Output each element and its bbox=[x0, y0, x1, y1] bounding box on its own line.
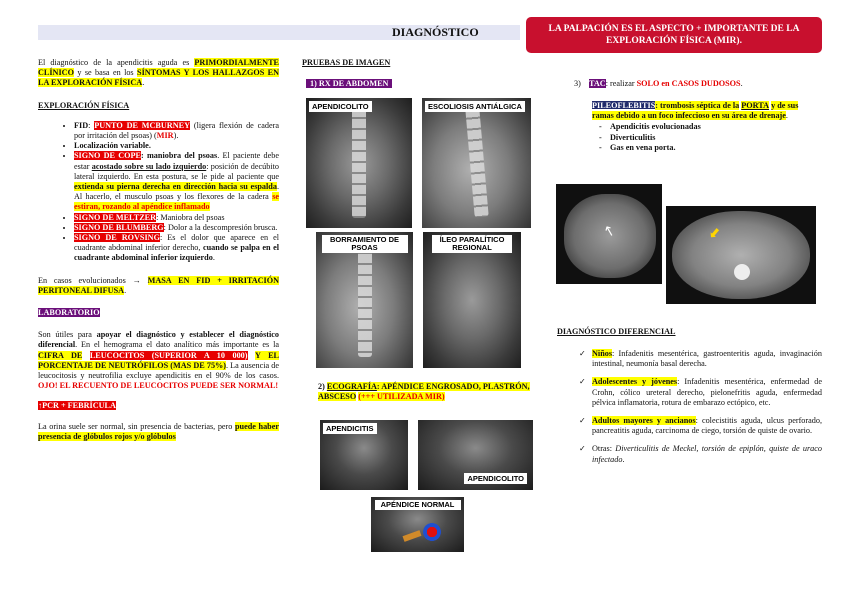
image-label: APENDICOLITO bbox=[464, 473, 527, 484]
intro-paragraph: El diagnóstico de la apendicitis aguda es PRIMORDIALMENTE CLÍNICO y se basa en los SÍNTOMAS Y LOS HALLAZGOS EN LA EXPLORACIÓN FÍSICA. bbox=[38, 58, 280, 88]
eco-red-text: (+++ UTILIZADA MIR) bbox=[358, 392, 445, 402]
lab-text-5: Y EL PORCENTAJE DE NEUTRÓFILOS (MAS DE 75%) bbox=[38, 350, 280, 370]
dd-otras-label: Otras: bbox=[592, 444, 613, 454]
cope-text-7: se estiran, rozando al apéndice inflamado bbox=[74, 192, 280, 212]
cope-text-4: : posición de decúbito lateral izquierdo. En esta postura, se le pide al paciente que bbox=[74, 161, 279, 181]
list-item bbox=[74, 223, 279, 233]
dd-list bbox=[592, 349, 822, 465]
dd-adult-text: : colecistitis aguda, ulcus perforado, pancreatitis aguda, carcinoma de ciego, torsión de quiste de ovario. bbox=[592, 416, 822, 436]
dd-adult-highlight: Adultos mayores y ancianos bbox=[592, 416, 696, 426]
image-label: ESCOLIOSIS ANTIÁLGICA bbox=[425, 101, 525, 112]
eco-paragraph bbox=[318, 382, 538, 402]
exploracion-list bbox=[38, 121, 279, 264]
dd-block bbox=[592, 349, 822, 471]
cope-highlight: SIGNO DE COPE bbox=[74, 151, 142, 161]
xray-image-psoas bbox=[316, 232, 413, 368]
pileo-porta: PORTA bbox=[741, 101, 770, 110]
lab-text-7: OJO! EL RECUENTO DE LEUCOCITOS PUEDE SER NORMAL! bbox=[38, 381, 279, 391]
us-image-apendicolito bbox=[418, 420, 533, 490]
pcr-highlight: ↑PCR + FEBRÍCULA bbox=[38, 401, 116, 411]
lab-leucocitos: LEUCOCITOS (SUPERIOR A 10 000) bbox=[89, 350, 248, 360]
lab-text-3: En el hemograma el dato analítico más importante es la bbox=[81, 340, 279, 350]
ct-image-2 bbox=[666, 206, 816, 304]
dd-title: DIAGNÓSTICO DIFERENCIAL bbox=[557, 327, 676, 336]
image-label: APENDICITIS bbox=[323, 423, 377, 434]
list-item: - Apendicitis evolucionadas bbox=[610, 122, 822, 132]
meltzer-highlight: SIGNO DE MELTZER bbox=[74, 212, 157, 222]
evol-text: En casos evolucionados → bbox=[38, 275, 141, 285]
lab-text-4: CIFRA DE bbox=[38, 350, 83, 360]
list-item: - Diverticulitis bbox=[610, 133, 822, 143]
list-item bbox=[74, 151, 279, 212]
dd-ninos-text: : Infadenitis mesentérica, gastroenteritis aguda, invaginación intestinal, neumonía basal derecha. bbox=[592, 349, 822, 369]
page-title: DIAGNÓSTICO bbox=[392, 25, 479, 39]
evol-highlight: MASA EN FID + IRRITACIÓN PERITONEAL DIFUSA bbox=[38, 275, 280, 295]
arrow-icon: ⬇ bbox=[704, 224, 724, 244]
list-item: • SIGNO DE ROVSING: Es el dolor que aparece en el cuadrante abdominal inferior derecho, cuando se palpa en el cuadrante abdominal inferior izquierdo. bbox=[74, 233, 279, 264]
dd-otras-text: Diverticulitis de Meckel, torsión de epiplón, quiste de uraco infectado bbox=[592, 444, 822, 464]
list-item: ✓ Otras: Diverticulitis de Meckel, torsión de epiplón, quiste de uraco infectado. bbox=[592, 444, 822, 464]
dd-adol-text: : Infadenitis mesentérica, enfermedad de Crohn, cólico ureteral derecho, pielonefritis aguda, enfermedad pélvica inflamatoria, rotura de embarazo ectópico, etc. bbox=[592, 377, 822, 407]
dd-ninos-highlight: Niños bbox=[592, 349, 613, 358]
rx-highlight: 1) RX DE ABDOMEN bbox=[306, 79, 392, 88]
rovsing-text-1: : Es el dolor que aparece en el cuadrante abdominal inferior derecho, bbox=[74, 233, 279, 253]
tac-highlight: TAC bbox=[589, 79, 606, 88]
list-item bbox=[592, 416, 822, 436]
orina-text-1: La orina suele ser normal, sin presencia de bacterias, pero bbox=[38, 421, 233, 431]
rovsing-highlight: SIGNO DE ROVSING bbox=[74, 233, 160, 243]
intro-text: El diagnóstico de la apendicitis aguda es bbox=[38, 58, 190, 67]
list-item bbox=[592, 349, 822, 369]
tac-text-1: : realizar bbox=[605, 79, 635, 88]
fid-mir: MIR bbox=[156, 131, 174, 141]
pileo-highlight: PILEOFLEBITIS bbox=[592, 101, 656, 110]
fid-label: FID bbox=[74, 120, 89, 130]
us-image-normal bbox=[371, 497, 464, 552]
intro-highlight-2: SÍNTOMAS Y LOS HALLAZGOS EN LA EXPLORACIÓN FÍSICA bbox=[38, 68, 280, 88]
fid-text: (ligera flexión de cadera por irritación del psoas) ( bbox=[74, 120, 280, 141]
cope-text-6: . Al hacerlo, el musculo psoas y los flexores de la cadera bbox=[74, 182, 279, 202]
laboratorio-title: LABORATORIO bbox=[38, 308, 100, 318]
image-label: ÍLEO PARALÍTICO REGIONAL bbox=[432, 235, 512, 253]
intro-text-2: y se basa en los bbox=[77, 68, 134, 78]
rovsing-text-2: cuando se palpa en el cuadrante abdominal inferior izquierdo bbox=[74, 243, 280, 263]
list-item bbox=[592, 377, 822, 408]
xray-image-escoliosis bbox=[422, 98, 531, 228]
tac-paragraph bbox=[574, 79, 743, 89]
cope-text-1: : maniobra del psoas bbox=[141, 151, 218, 161]
laboratorio-paragraph: Son útiles para apoyar el diagnóstico y establecer el diagnóstico diferencial. En el hemograma el dato analítico más importante es la CIFRA DE LEUCOCITOS (SUPERIOR A 10 000) Y EL PORCENTAJE DE NEUTRÓFILOS (MAS DE 75%). La ausencia de leucocitosis y neutrofilia excluye apendicitis en el 90% de los casos. OJO! EL RECUENTO DE LEUCOCITOS PUEDE SER NORMAL! bbox=[38, 330, 280, 391]
eco-number: 2) bbox=[318, 382, 325, 391]
list-item: - Gas en vena porta. bbox=[610, 143, 822, 153]
xray-image-ileo bbox=[423, 232, 521, 368]
list-item bbox=[74, 141, 279, 151]
lab-text-6: . La ausencia de leucocitosis y neutrofilia excluye apendicitis en el 90% de los casos. bbox=[38, 360, 279, 381]
left-column bbox=[38, 58, 279, 442]
image-label: APENDICOLITO bbox=[309, 101, 372, 112]
pileo-text-3: y de sus ramas debido a un foco infeccioso en su área de drenaje bbox=[592, 101, 799, 121]
lab-text-1: Son útiles para bbox=[38, 330, 92, 340]
evolucionados-paragraph: En casos evolucionados → MASA EN FID + IRRITACIÓN PERITONEAL DIFUSA. bbox=[38, 275, 280, 295]
meltzer-text: : Maniobra del psoas bbox=[156, 212, 225, 222]
xray-image-apendicolito bbox=[306, 98, 412, 228]
orina-paragraph bbox=[38, 422, 279, 442]
fid-highlight: PUNTO DE MCBURNEY bbox=[94, 120, 191, 130]
ct-image-1 bbox=[556, 184, 662, 284]
localizacion-text: Localización variable. bbox=[74, 141, 151, 151]
pileo-list bbox=[592, 122, 822, 153]
callout-box bbox=[526, 17, 822, 53]
image-label: APÉNDICE NORMAL bbox=[375, 500, 461, 510]
tac-end: . bbox=[740, 79, 743, 88]
blumberg-text: : Dolor a la descompresión brusca. bbox=[163, 222, 278, 232]
list-item: • FID: PUNTO DE MCBURNEY (ligera flexión de cadera por irritación del psoas) (MIR). bbox=[74, 121, 279, 141]
callout-text: LA PALPACIÓN ES EL ASPECTO + IMPORTANTE DE LA EXPLORACIÓN FÍSICA (MIR). bbox=[548, 24, 800, 46]
tac-text-2: SOLO en CASOS DUDOSOS bbox=[636, 79, 741, 88]
cope-text-3: acostado sobre su lado izquierdo bbox=[91, 161, 207, 171]
cope-text-2: . El paciente debe estar bbox=[74, 151, 279, 171]
tac-number: 3) bbox=[574, 79, 581, 88]
eco-highlight: ECOGRAFÍA bbox=[326, 382, 377, 391]
pruebas-title: PRUEBAS DE IMAGEN bbox=[302, 58, 391, 67]
eco-text: : APÉNDICE ENGROSADO, PLASTRÓN, ABSCESO bbox=[318, 382, 530, 402]
blumberg-highlight: SIGNO DE BLUMBERG bbox=[74, 222, 164, 232]
lab-text-2: apoyar el diagnóstico y establecer el diagnóstico diferencial bbox=[38, 330, 280, 350]
dd-adol-highlight: Adolescentes y jóvenes bbox=[592, 377, 678, 387]
us-image-apendicitis bbox=[320, 420, 408, 490]
pileoflebitis-block: PILEOFLEBITIS: trombosis séptica de la PORTA y de sus ramas debido a un foco infeccioso en su área de drenaje. - Apendicitis evolucionadas - Diverticulitis - Gas en vena porta. bbox=[592, 101, 822, 153]
exploracion-title: EXPLORACIÓN FÍSICA bbox=[38, 100, 130, 110]
intro-highlight: PRIMORDIALMENTE CLÍNICO bbox=[38, 58, 280, 78]
image-label: BORRAMIENTO DE PSOAS bbox=[322, 235, 408, 253]
fid-end: ). bbox=[173, 131, 179, 141]
cope-text-5: extienda su pierna derecha en dirección hacia su espalda bbox=[74, 182, 277, 192]
orina-text-2: puede haber presencia de glóbulos rojos y/o glóbulos bbox=[38, 421, 280, 441]
list-item bbox=[74, 213, 279, 223]
arrow-icon: ↑ bbox=[600, 222, 619, 242]
pileo-text-1: : trombosis séptica de la bbox=[655, 101, 740, 110]
